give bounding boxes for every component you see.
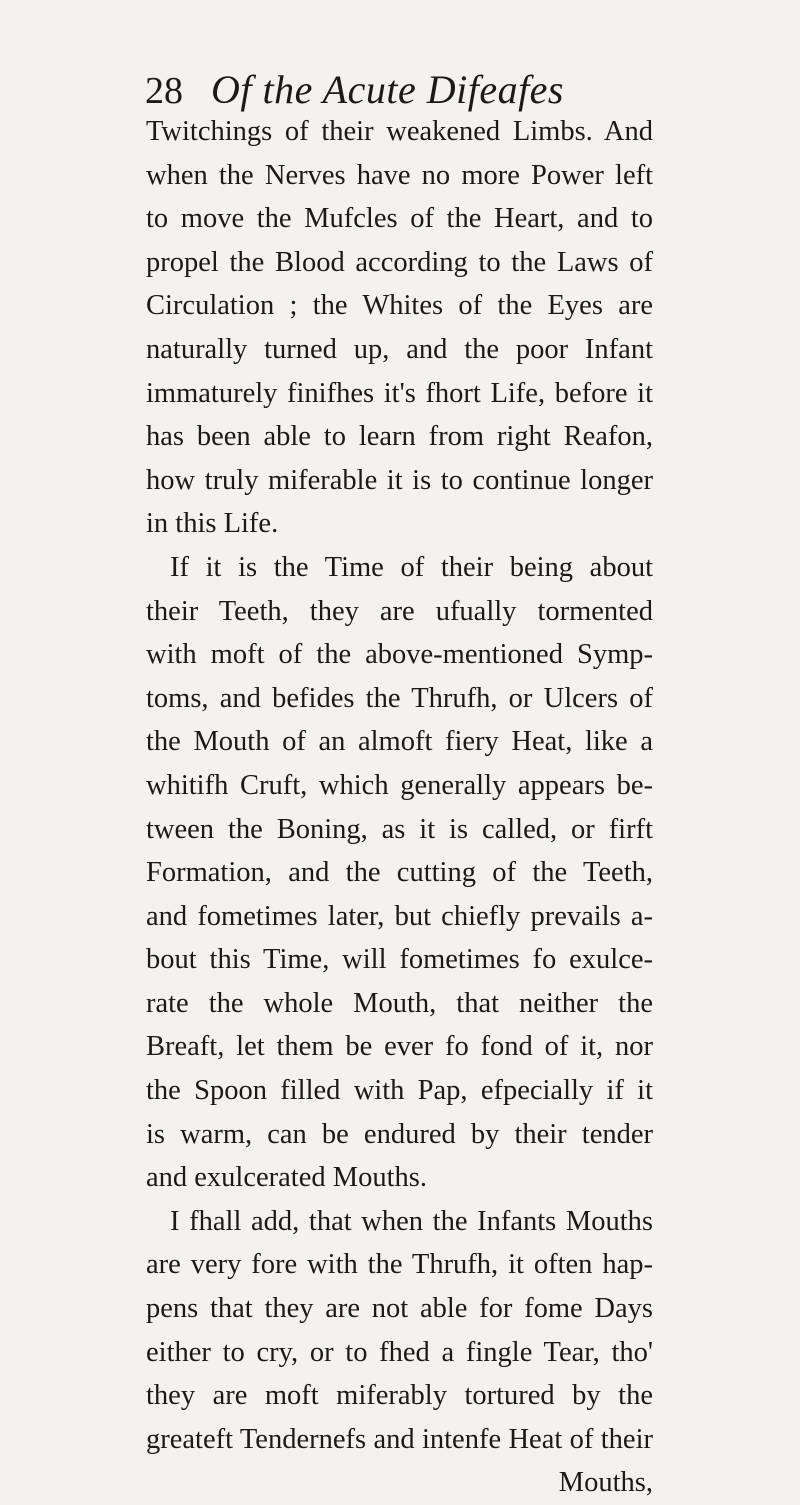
text-line: Formation, and the cutting of the Teeth, <box>146 857 653 889</box>
text-line: has been able to learn from right Reafon, <box>146 421 653 453</box>
text-line: pens that they are not able for fome Days <box>146 1293 653 1325</box>
text-line: how truly miferable it is to continue longer <box>146 464 653 496</box>
text-line: Circulation ; the Whites of the Eyes are <box>146 290 653 322</box>
text-line: rate the whole Mouth, that neither the <box>146 987 653 1019</box>
text-line: to move the Mufcles of the Heart, and to <box>146 203 653 235</box>
text-line: Twitchings of their weakened Limbs. And <box>146 116 653 147</box>
text-line: the Mouth of an almoft fiery Heat, like a <box>146 726 653 758</box>
text-line: whitifh Cruft, which generally appears be- <box>146 769 653 801</box>
text-line: are very fore with the Thrufh, it often hap- <box>146 1249 653 1281</box>
text-line: when the Nerves have no more Power left <box>146 159 653 191</box>
text-line: the Spoon filled with Pap, efpecially if it <box>146 1075 653 1107</box>
body-text <box>146 110 653 1505</box>
page-number: 28 <box>145 70 183 112</box>
text-line: greateft Tendernefs and intenfe Heat of their <box>146 1423 653 1455</box>
paragraph-start-line: I fhall add, that when the Infants Mouths <box>170 1205 653 1237</box>
running-title: Of the Acute Difeafes <box>211 67 564 112</box>
text-line: in this Life. <box>146 508 279 540</box>
text-line: Breaft, let them be ever fo fond of it, nor <box>146 1031 653 1063</box>
text-line: and exulcerated Mouths. <box>146 1162 427 1194</box>
text-line: tween the Boning, as it is called, or firft <box>146 813 653 845</box>
text-line: is warm, can be endured by their tender <box>146 1118 653 1150</box>
text-line: they are moft miferably tortured by the <box>146 1380 653 1412</box>
text-line: immaturely finifhes it's fhort Life, before it <box>146 377 653 409</box>
text-line: with moft of the above-mentioned Symp- <box>146 639 653 671</box>
paragraph-start-line: If it is the Time of their being about <box>170 551 653 583</box>
text-line: bout this Time, will fometimes fo exulce- <box>146 944 653 976</box>
text-line: either to cry, or to fhed a fingle Tear, tho' <box>146 1336 653 1368</box>
text-line: toms, and befides the Thrufh, or Ulcers of <box>146 682 653 714</box>
text-line: propel the Blood according to the Laws of <box>146 246 653 278</box>
catchword: Mouths, <box>558 1467 653 1499</box>
text-line: naturally turned up, and the poor Infant <box>146 333 653 365</box>
text-line: and fometimes later, but chiefly prevails a- <box>146 900 653 932</box>
text-line: their Teeth, they are ufually tormented <box>146 595 653 627</box>
